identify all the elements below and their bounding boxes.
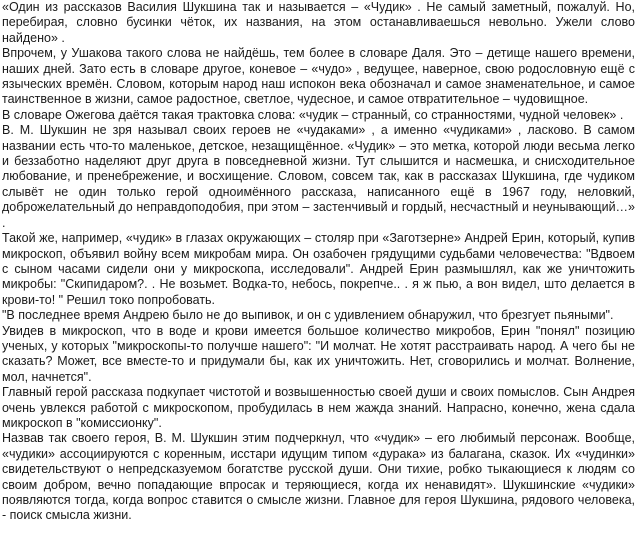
paragraph-dictionaries: Впрочем, у Ушакова такого слова не найдёшь, тем более в словаре Даля. Это – детище нашего времени, наших дней. Зато есть в словаре другое, коневое – «чудо» , ведущее, наверное, свою родословную ещё с языческих времён. Словом, которым народ наш испокон века обозначал и самое знаменательное, и самое таинственное в жизни, самое радостное, светлое, чудесное, и самое отвратительное – чудовищное. (2, 46, 635, 107)
paragraph-microscope: Увидев в микроскоп, что в воде и крови имеется большое количество микробов, Ерин "понял" позицию ученых, у которых "микроскопы-то получше нашего": "И молчат. Не хотят расстраивать народ. А чего бы не сказать? Может, все вместе-то и придумали бы, как их уничтожить. Нет, сговорились и молчат. Волнение, мол, начнется". (2, 323, 635, 384)
paragraph-drinking: "В последнее время Андрею было не до выпивок, и он с удивлением обнаружил, что брезгует пьяными". (2, 308, 614, 323)
paragraph-ozhegov: В словаре Ожегова даётся такая трактовка слова: «чудик – странный, со странностями, чудной человек» . (2, 107, 624, 122)
paragraph-main-hero: Главный герой рассказа подкупает чистотой и возвышенностью своей души и своих помыслов. Сын Андрея очень увлекся работой с микроскопом, пробудилась в нем жажда знаний. Напрасно, конечно, жена сдала микроскоп в "комиссионку". (2, 385, 635, 430)
paragraph-andrey-erin: Такой же, например, «чудик» в глазах окружающих – столяр при «Заготзерне» Андрей Ерин, который, купив микроскоп, объявил войну всем микробам мира. Он озабочен грядущими судьбами человечества: "Вдвоем с сыном часами сидели они у микроскопа, исследовали". Андрей Ерин размышлял, как же уничтожить микробы: "Скипидаром?. . Не возьмет. Водка-то, небось, покрепче.. . я ж пью, а вон видел, што делается в крови-то! " Решил токо попробовать. (2, 231, 635, 307)
paragraph-chudiki-meaning: В. М. Шукшин не зря называл своих героев не «чудаками» , а именно «чудиками» , ласково. В самом названии есть что-то маленькое, детское, незащищённое. «Чудик» – это метка, которой люди весьма легко и беззаботно наделяют друг друга в повседневной жизни. Тут слышится и насмешка, и снисходительное любование, и пренебрежение, и восхищение. Словом, совсем так, как в рассказах Шукшина, где чудиком слывёт не один только герой одноимённого рассказа, написанного ещё в 1967 году, неловкий, доброжелательный до неправдоподобия, при этом – застенчивый и гордый, несчастный и неунывающий…» . (2, 123, 635, 230)
paragraph-intro-quote: «Один из рассказов Василия Шукшина так и называется – «Чудик» . Не самый заметный, пожалуй. Но, перебирая, словно бусинки чёток, их названия, на этом останавливаешься невольно. Ужели слово найдено» . (2, 0, 635, 45)
paragraph-conclusion: Назвав так своего героя, В. М. Шукшин этим подчеркнул, что «чудик» – его любимый персонаж. Вообще, «чудики» ассоциируются с коренным, исстари идущим типом «дурака» из балагана, сказок. Их «чудинки» свидетельствуют о непредсказуемом богатстве русской души. Они тихие, робко тыкающиеся к людям со своим добром, вечно попадающие впросак и теряющиеся, когда их ненавидят». Шукшинские «чудики» появляются тогда, когда вопрос ставится о смысле жизни. Главное для героя Шукшина, рядового человека, - поиск смысла жизни. (2, 431, 635, 523)
